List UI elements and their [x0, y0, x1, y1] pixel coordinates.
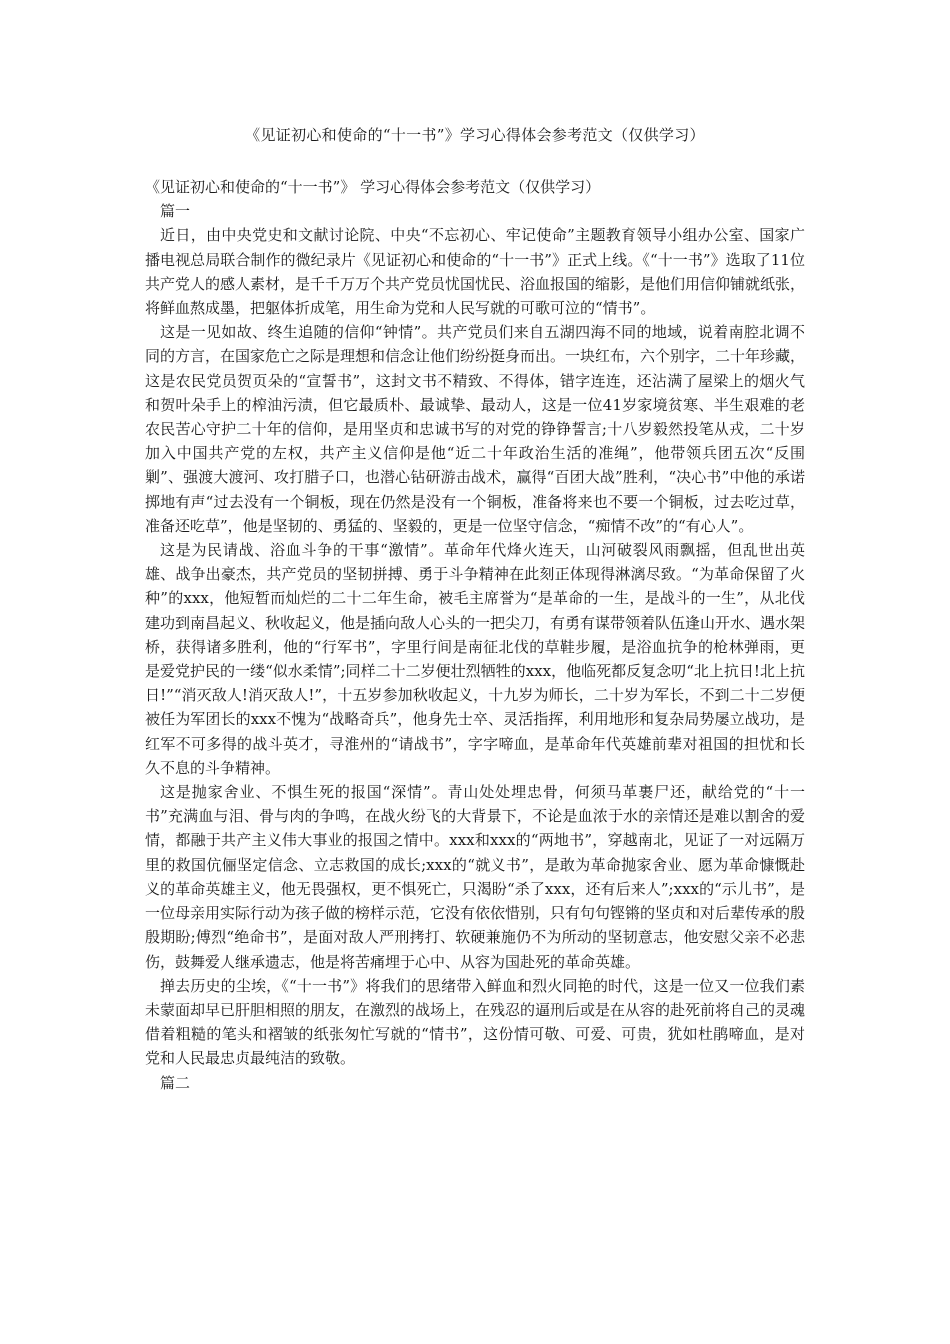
paragraph: 近日，由中央党史和文献讨论院、中央“不忘初心、牢记使命”主题教育领导小组办公室、国家广播电视总局联合制作的微纪录片《见证初心和使命的“十一书”》正式上线。《“十一书”》选取了11位共产党人的感人素材，是千千万万个共产党员忧国忧民、浴血报国的缩影，是他们用信仰铺就纸张，将鲜血熬成墨，把躯体折成笔，用生命为党和人民写就的可歌可泣的“情书”。	[145, 226, 806, 318]
paragraph: 这是抛家舍业、不惧生死的报国“深情”。青山处处埋忠骨，何须马革裹尸还，献给党的“十一书”充满血与泪、骨与肉的争鸣，在战火纷飞的大背景下，不论是血浓于水的亲情还是难以割舍的爱情，都融于共产主义伟大事业的报国之情中。xxx和xxx的“两地书”，穿越南北，见证了一对远隔万里的救国伉俪坚定信念、立志救国的成长;xxx的“就义书”，是敢为革命抛家舍业、愿为革命慷慨赴义的革命英雄主义，他无畏强权，更不惧死亡，只渴盼“杀了xxx，还有后来人”;xxx的“示儿书”，是一位母亲用实际行动为孩子做的榜样示范，它没有依依惜别，只有句句铿锵的坚贞和对后辈传承的殷殷期盼;傅烈“绝命书”，是面对敌人严刑拷打、软硬兼施仍不为所动的坚韧意志，他安慰父亲不必悲伤，鼓舞爱人继承遗志，他是将苦痛埋于心中、从容为国赴死的革命英雄。	[145, 783, 806, 971]
section-heading-1: 篇一	[160, 202, 191, 221]
document-body	[145, 175, 805, 1095]
document-title: 《见证初心和使命的“十一书”》学习心得体会参考范文（仅供学习）	[245, 126, 705, 144]
paragraph: 掸去历史的尘埃，《“十一书”》将我们的思绪带入鲜血和烈火同艳的时代，这是一位又一位我们素未蒙面却早已肝胆相照的朋友，在激烈的战场上，在残忍的逼刑后或是在从容的赴死前将自己的灵魂借着粗糙的笔头和褶皱的纸张匆忙写就的“情书”，这份情可敬、可爱、可贵，犹如杜鹃啼血，是对党和人民最忠贞最纯洁的致敬。	[145, 976, 806, 1068]
paragraph: 这是为民请战、浴血斗争的干事“激情”。革命年代烽火连天，山河破裂风雨飘摇，但乱世出英雄、战争出豪杰，共产党员的坚韧拼搏、勇于斗争精神在此刻正体现得淋漓尽致。“为革命保留了火种”的xxx，他短暂而灿烂的二十二年生命，被毛主席誉为“是革命的一生，是战斗的一生”，从北伐建功到南昌起义、秋收起义，他是插向敌人心头的一把尖刀，有勇有谋带领着队伍逢山开水、遇水架桥，获得诸多胜利，他的“行军书”，字里行间是南征北伐的草鞋步履，是浴血抗争的枪林弹雨，更是爱党护民的一缕“似水柔情”;同样二十二岁便壮烈牺牲的xxx，他临死都反复念叨“北上抗日!北上抗日!”“消灭敌人!消灭敌人!”，十五岁参加秋收起义，十九岁为师长，二十岁为军长，不到二十二岁便被任为军团长的xxx不愧为“战略奇兵”，他身先士卒、灵活指挥，利用地形和复杂局势屡立战功，是红军不可多得的战斗英才，寻淮州的“请战书”，字字啼血，是革命年代英雄前辈对祖国的担忧和长久不息的斗争精神。	[145, 541, 806, 777]
document-subtitle: 《见证初心和使命的“十一书”》 学习心得体会参考范文（仅供学习）	[145, 178, 601, 196]
section-heading-2: 篇二	[160, 1073, 191, 1092]
paragraph: 这是一见如故、终生追随的信仰“钟情”。共产党员们来自五湖四海不同的地域，说着南腔北调不同的方言，在国家危亡之际是理想和信念让他们纷纷挺身而出。一块红布，六个别字，二十年珍藏，这是农民党员贺页朵的“宣誓书”，这封文书不精致、不得体，错字连连，还沾满了屋梁上的烟火气和贺叶朵手上的榨油污渍，但它最质朴、最诚挚、最动人，这是一位41岁家境贫寒、半生艰难的老农民苦心守护二十年的信仰，是用坚贞和忠诚书写的对党的铮铮誓言;十八岁毅然投笔从戎，二十岁加入中国共产党的左权，共产主义信仰是他“近二十年政治生活的准绳”，他带领兵团五次“反围剿”、强渡大渡河、攻打腊子口，也潜心钻研游击战术，赢得“百团大战”胜利，“决心书”中他的承诺掷地有声“过去没有一个铜板，现在仍然是没有一个铜板，准备将来也不要一个铜板，过去吃过草，准备还吃草”，他是坚韧的、勇猛的、坚毅的，更是一位坚守信念，“痴情不改”的“有心人”。	[145, 323, 806, 535]
